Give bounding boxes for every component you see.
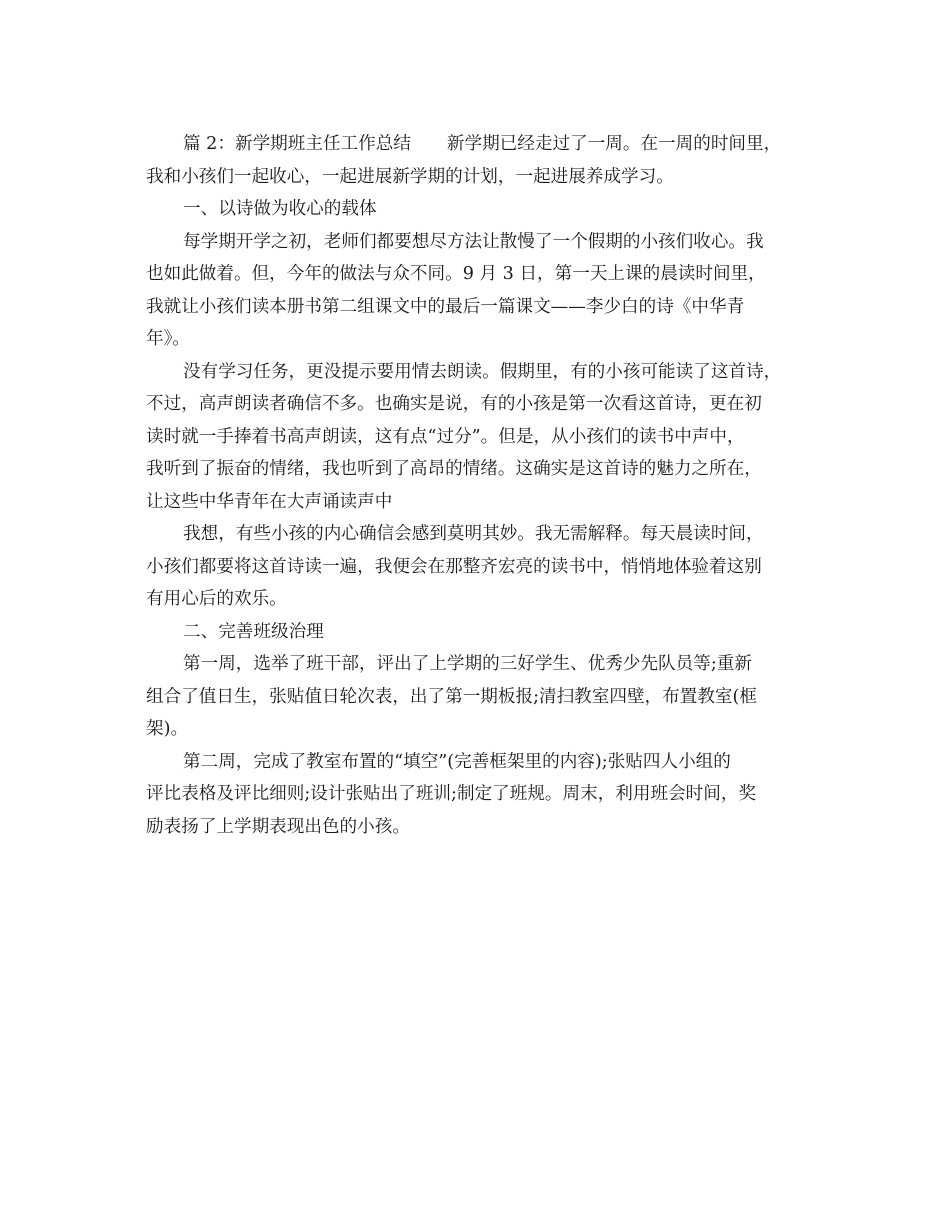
text-line: 没有学习任务，更没提示要用情去朗读。假期里，有的小孩可能读了这首诗， (183, 361, 782, 382)
paragraph (146, 226, 812, 356)
paragraph (146, 648, 812, 746)
text-line (146, 128, 812, 161)
text-line: 年》。 (146, 329, 190, 349)
text-line: 有用心后的欢乐。 (146, 589, 287, 609)
text-line: 第一周，选举了班干部，评出了上学期的三好学生、优秀少先队员等;重新 (183, 654, 752, 674)
article-title: 篇 2：新学期班主任工作总结 (183, 134, 411, 154)
text-line: 读时就一手捧着书高声朗读，这有点“过分”。但是，从小孩们的读书中声中， (146, 426, 745, 447)
text-line: 组合了值日生，张贴值日轮次表，出了第一期板报;清扫教室四壁，布置教室(框 (146, 686, 757, 707)
text-line: 不过，高声朗读者确信不多。也确实是说，有的小孩是第一次看这首诗，更在初 (146, 394, 762, 414)
paragraph (146, 746, 812, 844)
section-heading-1 (146, 193, 812, 226)
heading-text: 二、完善班级治理 (183, 621, 324, 642)
text-line: 励表扬了上学期表现出色的小孩。 (146, 816, 410, 837)
text-line: 评比表格及评比细则;设计张贴出了班训;制定了班规。周末，利用班会时间，奖 (146, 784, 757, 804)
text-line: 第二周，完成了教室布置的“填空”(完善框架里的内容);张贴四人小组的 (183, 751, 731, 772)
text-line: 也如此做着。但，今年的做法与众不同。9 月 3 日，第一天上课的晨读时间里， (146, 264, 766, 284)
heading-text: 一、以诗做为收心的载体 (183, 199, 377, 219)
text-line: 我想，有些小孩的内心确信会感到莫明其妙。我无需解释。每天晨读时间， (183, 524, 764, 544)
text-line: 让这些中华青年在大声诵读声中 (146, 491, 393, 512)
paragraph (146, 356, 812, 519)
section-heading-2 (146, 616, 812, 649)
text-line: 我听到了振奋的情绪，我也听到了高昂的情绪。这确实是这首诗的魅力之所在， (146, 459, 762, 479)
paragraph-intro (146, 128, 812, 193)
text-line: 我和小孩们一起收心，一起进展新学期的计划，一起进展养成学习。 (146, 166, 674, 187)
paragraph (146, 518, 812, 616)
document-body (146, 128, 812, 843)
text-line: 每学期开学之初，老师们都要想尽方法让散慢了一个假期的小孩们收心。我 (183, 231, 764, 252)
text-line: 架)。 (146, 719, 189, 739)
text-span: 新学期已经走过了一周。在一周的时间里， (446, 134, 782, 154)
text-line: 小孩们都要将这首诗读一遍，我便会在那整齐宏亮的读书中，悄悄地体验着这别 (146, 556, 762, 577)
text-line: 我就让小孩们读本册书第二组课文中的最后一篇课文——李少白的诗《中华青 (146, 296, 745, 317)
